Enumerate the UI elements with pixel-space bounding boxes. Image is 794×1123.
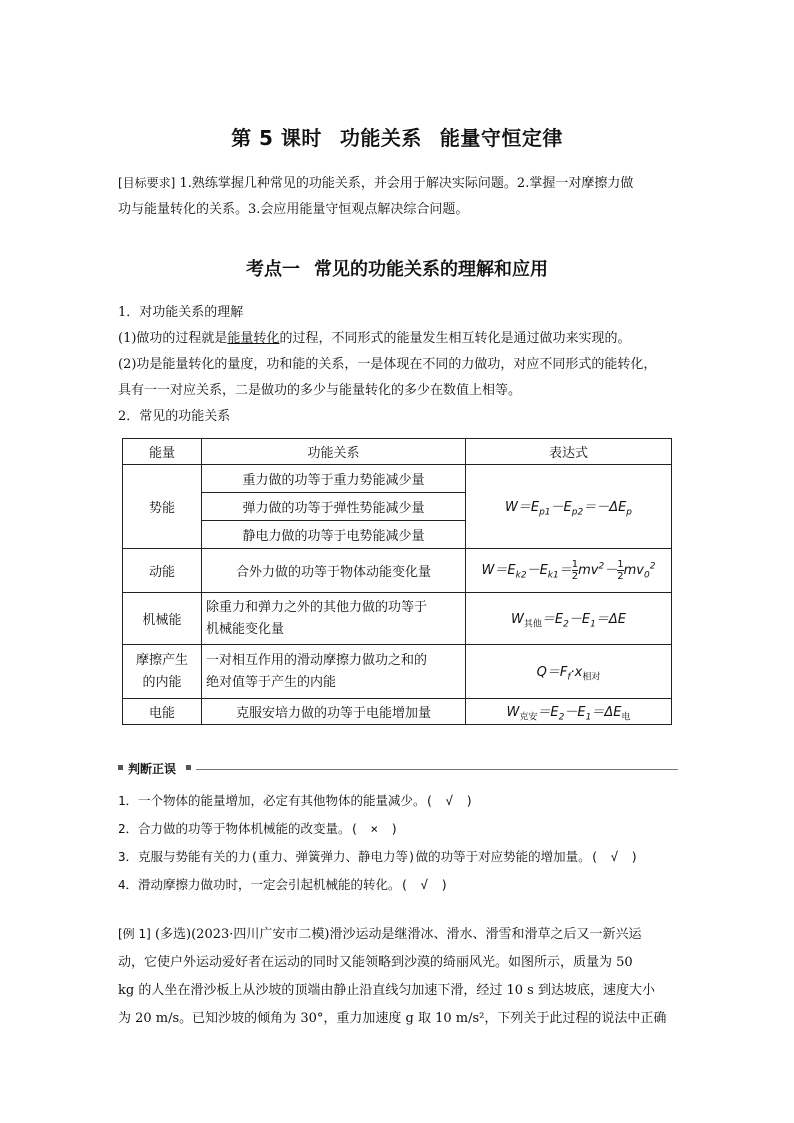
header-relation: 功能关系: [202, 439, 466, 465]
table-row: [123, 549, 672, 593]
understanding-p2-line-1: (2)功是能量转化的量度，功和能的关系，一是体现在不同的力做功，对应不同形式的能转化，: [118, 357, 657, 372]
electric-relation: 克服安培力做的功等于电能增加量: [202, 699, 466, 725]
title-topic-1: 功能关系: [339, 126, 422, 150]
p1-post: 的过程，不同形式的能量发生相互转化是通过做功来实现的。: [279, 331, 631, 346]
table-row: [123, 465, 672, 493]
table-row: [123, 645, 672, 699]
section-title: 常见的功能关系的理解和应用: [314, 259, 548, 280]
example-line-1: (多选)(2023·四川广安市二模)滑沙运动是继滑冰、滑水、滑雪和滑草之后又一新兴运: [154, 927, 642, 942]
friction-expression: $Q=F_f\cdot x_{相对}$: [466, 645, 672, 699]
friction-relation: [202, 645, 466, 699]
kinetic-label: 动能: [123, 549, 202, 593]
potential-expression: $W=E_{p1}-E_{p2}=-\Delta E_p$: [466, 465, 672, 549]
judge-item-1: 1．一个物体的能量增加，必定有其他物体的能量减少。( √ ): [118, 793, 474, 808]
judge-section-header: [118, 760, 678, 780]
judge-item-2: 2．合力做的功等于物体机械能的改变量。( × ): [118, 821, 399, 836]
p1-pre: (1)做功的过程就是: [118, 331, 228, 346]
mechanical-relation-line-1: 除重力和弹力之外的其他力做的功等于: [206, 599, 428, 615]
common-heading: 2．常见的功能关系: [118, 409, 231, 424]
judge-divider: [196, 769, 678, 770]
page-title: [0, 122, 794, 151]
mechanical-relation-line-2: 机械能变化量: [206, 621, 285, 637]
objectives: [118, 170, 678, 223]
example-line-4: 为 20 m/s。已知沙坡的倾角为 30°，重力加速度 g 取 10 m/s²，下列关于此过程的说法中正确: [118, 1011, 667, 1026]
electric-label: 电能: [123, 699, 202, 725]
header-expression: 表达式: [466, 439, 672, 465]
judge-bullet-icon: [118, 765, 123, 770]
objectives-line-2: 功与能量转化的关系。3.会应用能量守恒观点解决综合问题。: [118, 202, 469, 217]
title-topic-2: 能量守恒定律: [439, 126, 563, 150]
understanding-heading: 1．对功能关系的理解: [118, 305, 244, 320]
judge-item-4: 4．滑动摩擦力做功时，一定会引起机械能的转化。( √ ): [118, 877, 449, 892]
table-row: [123, 593, 672, 645]
title-lesson: 第 5 课时: [231, 126, 322, 150]
understanding-p2-line-2: 具有一一对应关系，二是做功的多少与能量转化的多少在数值上相等。: [118, 383, 522, 398]
section-heading: [0, 255, 794, 281]
friction-label-line-1: 摩擦产生: [135, 652, 188, 668]
judge-item-3: 3．克服与势能有关的力(重力、弹簧弹力、静电力等)做的功等于对应势能的增加量。( √ ): [118, 849, 639, 864]
p1-underlined: 能量转化: [227, 331, 280, 346]
kinetic-relation: 合外力做的功等于物体动能变化量: [202, 549, 466, 593]
judge-heading: 判断正误: [128, 762, 177, 776]
table-header-row: [123, 439, 672, 465]
example-tag: [例 1]: [118, 927, 151, 941]
friction-label-line-2: 的内能: [142, 674, 182, 690]
potential-label: 势能: [123, 465, 202, 549]
friction-label: [123, 645, 202, 699]
example-1: [118, 920, 678, 1033]
example-line-3: kg 的人坐在滑沙板上从沙坡的顶端由静止沿直线匀加速下滑，经过 10 s 到达坡底，速度大小: [118, 983, 655, 998]
understanding-p1: [118, 326, 678, 352]
potential-gravity: 重力做的功等于重力势能减少量: [202, 465, 466, 493]
mechanical-label: 机械能: [123, 593, 202, 645]
mechanical-relation: [202, 593, 466, 645]
example-line-2: 动，它使户外运动爱好者在运动的同时又能领略到沙漠的绮丽风光。如图所示，质量为 50: [118, 955, 633, 970]
kinetic-expression: $W=E_{k2}-E_{k1}=1$ 2 $mv^2-1$ 2 $mv_0^2$: [466, 549, 672, 593]
function-relation-table: [122, 438, 672, 725]
potential-elastic: 弹力做的功等于弹性势能减少量: [202, 493, 466, 521]
objectives-line-1: 1.熟练掌握几种常见的功能关系，并会用于解决实际问题。2.掌握一对摩擦力做: [179, 176, 634, 191]
potential-electric: 静电力做的功等于电势能减少量: [202, 521, 466, 549]
friction-relation-line-2: 绝对值等于产生的内能: [206, 674, 337, 690]
objectives-tag: [目标要求]: [118, 176, 176, 190]
table-row: [123, 699, 672, 725]
section-number: 考点一: [246, 259, 300, 280]
friction-relation-line-1: 一对相互作用的滑动摩擦力做功之和的: [206, 652, 428, 668]
header-energy: 能量: [123, 439, 202, 465]
judge-bullet-icon: [186, 765, 191, 770]
mechanical-expression: $W_{其他}=E_2-E_1=\Delta E$: [466, 593, 672, 645]
electric-expression: $W_{克安}=E_2-E_1=\Delta E_电$: [466, 699, 672, 725]
understanding-block: [118, 300, 678, 430]
